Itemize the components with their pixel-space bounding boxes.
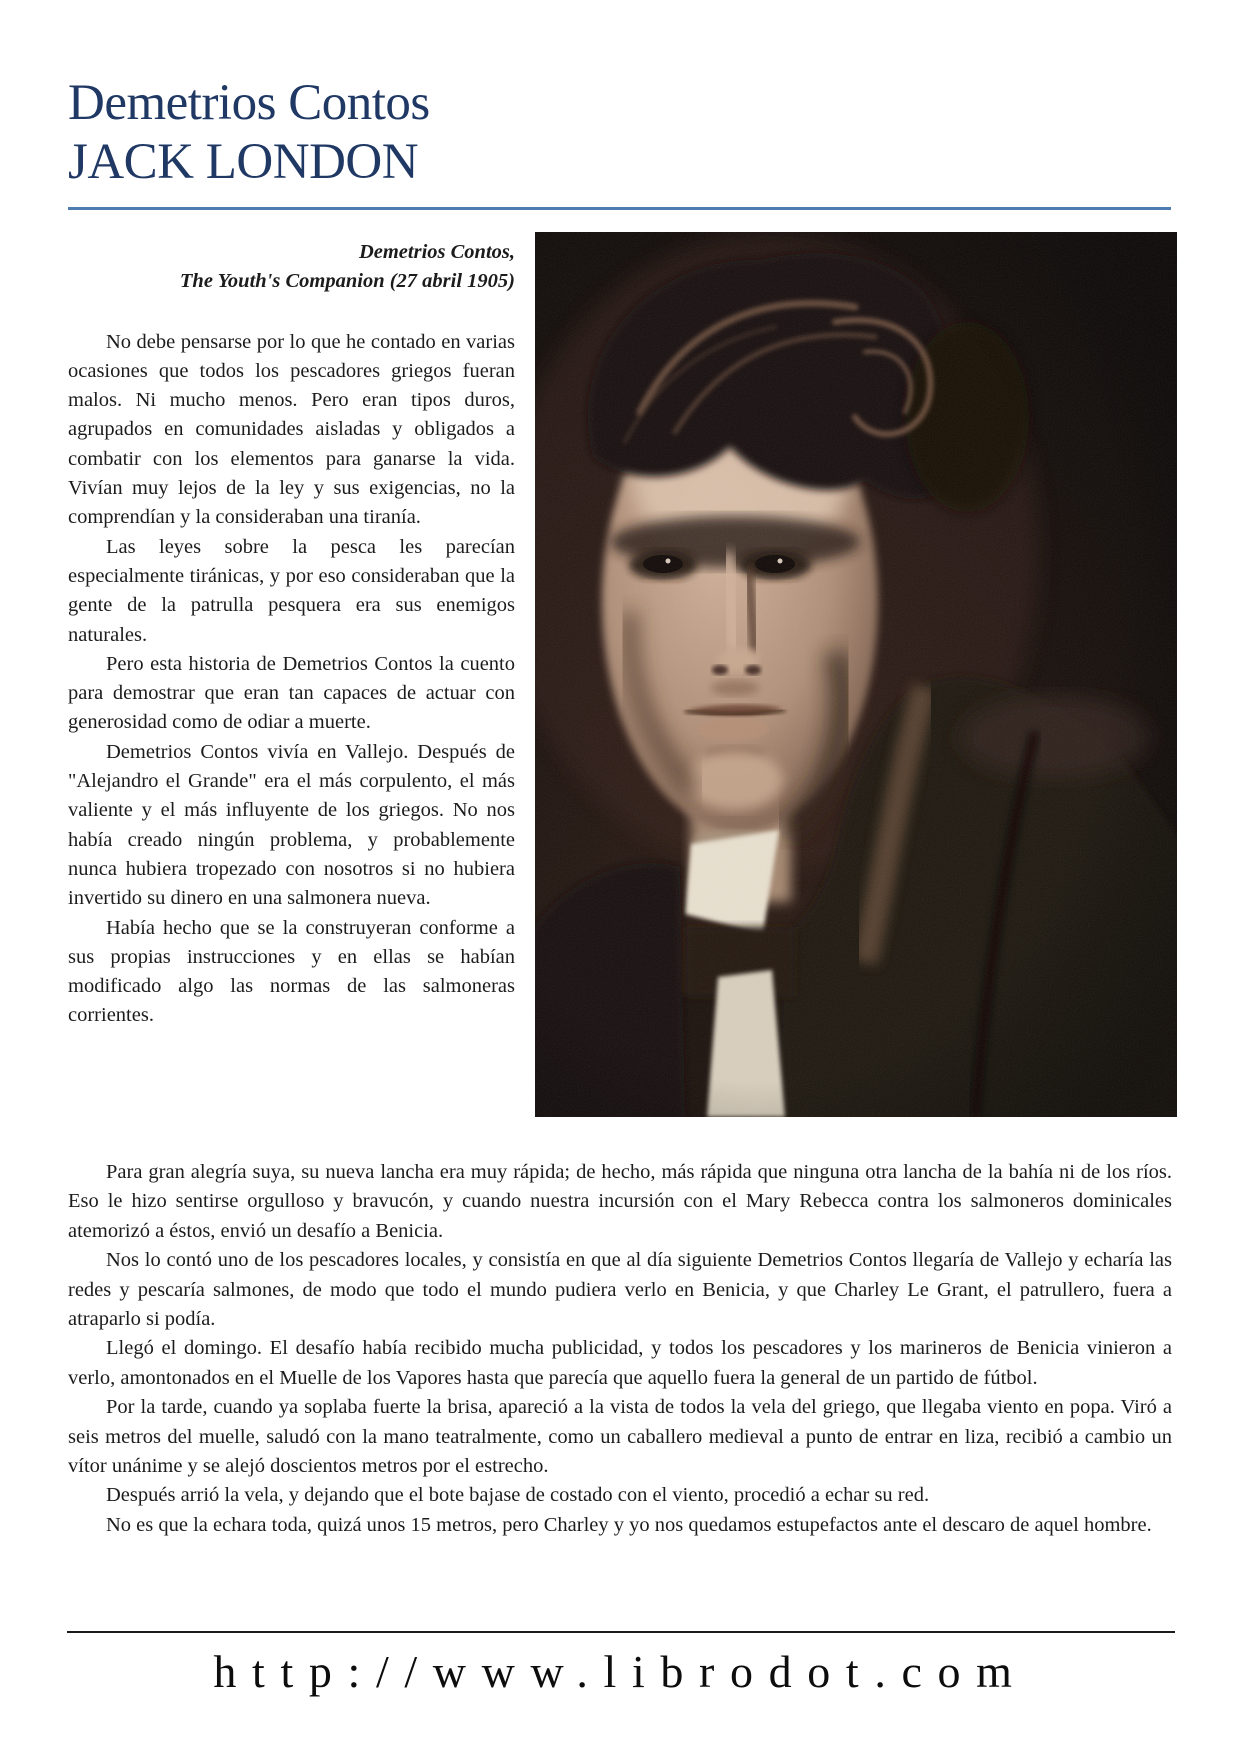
column-paragraph-2: Las leyes sobre la pesca les parecían especialmente tiránicas, y por eso consideraban que la gente de la patrulla pesquera era sus enemigos naturales. (68, 535, 515, 646)
jack-london-portrait-illustration (535, 232, 1177, 1117)
jack-london-photo (535, 232, 1177, 1117)
full-width-text (68, 1158, 1172, 1540)
citation-source: The Youth's Companion (27 abril 1905) (179, 270, 515, 293)
column-paragraph-5: Había hecho que se la construyeran conforme a sus propias instrucciones y en ellas se habían modificado algo las normas de las salmoneras corrientes. (68, 916, 515, 1027)
citation-title: Demetrios Contos, (358, 241, 515, 263)
body-paragraph-2: Nos lo contó uno de los pescadores locales, y consistía en que al día siguiente Demetrios Contos llegaría de Vallejo y echaría las redes y pescaría salmones, de modo que todo el mundo pudiera verlo en Benicia, y que Charley Le Grant, el patrullero, fuera a atraparlo si podía. (68, 1249, 1172, 1331)
body-paragraph-4: Por la tarde, cuando ya soplaba fuerte la brisa, apareció a la vista de todos la vela del griego, que llegaba viento en popa. Viró a seis metros del muelle, saludó con la mano teatralmente, como un caballero medieval a punto de entrar en liza, recibió a cambio un vítor unánime y se alejó doscientos metros por el estrecho. (68, 1396, 1172, 1478)
body-paragraph-1: Para gran alegría suya, su nueva lancha era muy rápida; de hecho, más rápida que ninguna otra lancha de la bahía ni de los ríos. Eso le hizo sentirse orgulloso y bravucón, y cuando nuestra incursión con el Mary Rebecca contra los salmoneros dominicales atemorizó a éstos, envió un desafío a Benicia. (68, 1161, 1172, 1242)
column-paragraph-1: No debe pensarse por lo que he contado en varias ocasiones que todos los pescadores griegos fueran malos. Ni mucho menos. Pero eran tipos duros, agrupados en comunidades aisladas y obligados a combatir con los elementos para ganarse la vida. Vivían muy lejos de la ley y sus exigencias, no la comprendían y la consideraban una tiranía. (68, 330, 515, 529)
body-paragraph-3: Llegó el domingo. El desafío había recibido mucha publicidad, y todos los pescadores y los marineros de Benicia vinieron a verlo, amontonados en el Muelle de los Vapores hasta que parecía que aquello fuera la general de un partido de fútbol. (68, 1337, 1172, 1389)
footer-url: http://www.librodot.com (213, 1646, 1028, 1697)
column-paragraph-3: Pero esta historia de Demetrios Contos la cuento para demostrar que eran tan capaces de actuar con generosidad como de odiar a muerte. (68, 652, 515, 734)
body-paragraph-5: Después arrió la vela, y dejando que el bote bajase de costado con el viento, procedió a echar su red. (106, 1484, 930, 1507)
title-block (68, 74, 1172, 192)
footer-rule (67, 1631, 1175, 1633)
citation-block (68, 238, 515, 297)
column-paragraph-4: Demetrios Contos vivía en Vallejo. Después de "Alejandro el Grande" era el más corpulento, el más valiente y el más influyente de los griegos. No nos había creado ningún problema, y probablemente nunca hubiera tropezado con nosotros si no hubiera invertido su dinero en una salmonera nueva. (68, 740, 515, 910)
document-author: JACK LONDON (68, 134, 419, 190)
title-rule (68, 207, 1171, 210)
body-paragraph-6: No es que la echara toda, quizá unos 15 metros, pero Charley y yo nos quedamos estupefactos ante el descaro de aquel hombre. (106, 1513, 1152, 1536)
document-title: Demetrios Contos (68, 75, 430, 131)
left-text-column (68, 238, 515, 1031)
